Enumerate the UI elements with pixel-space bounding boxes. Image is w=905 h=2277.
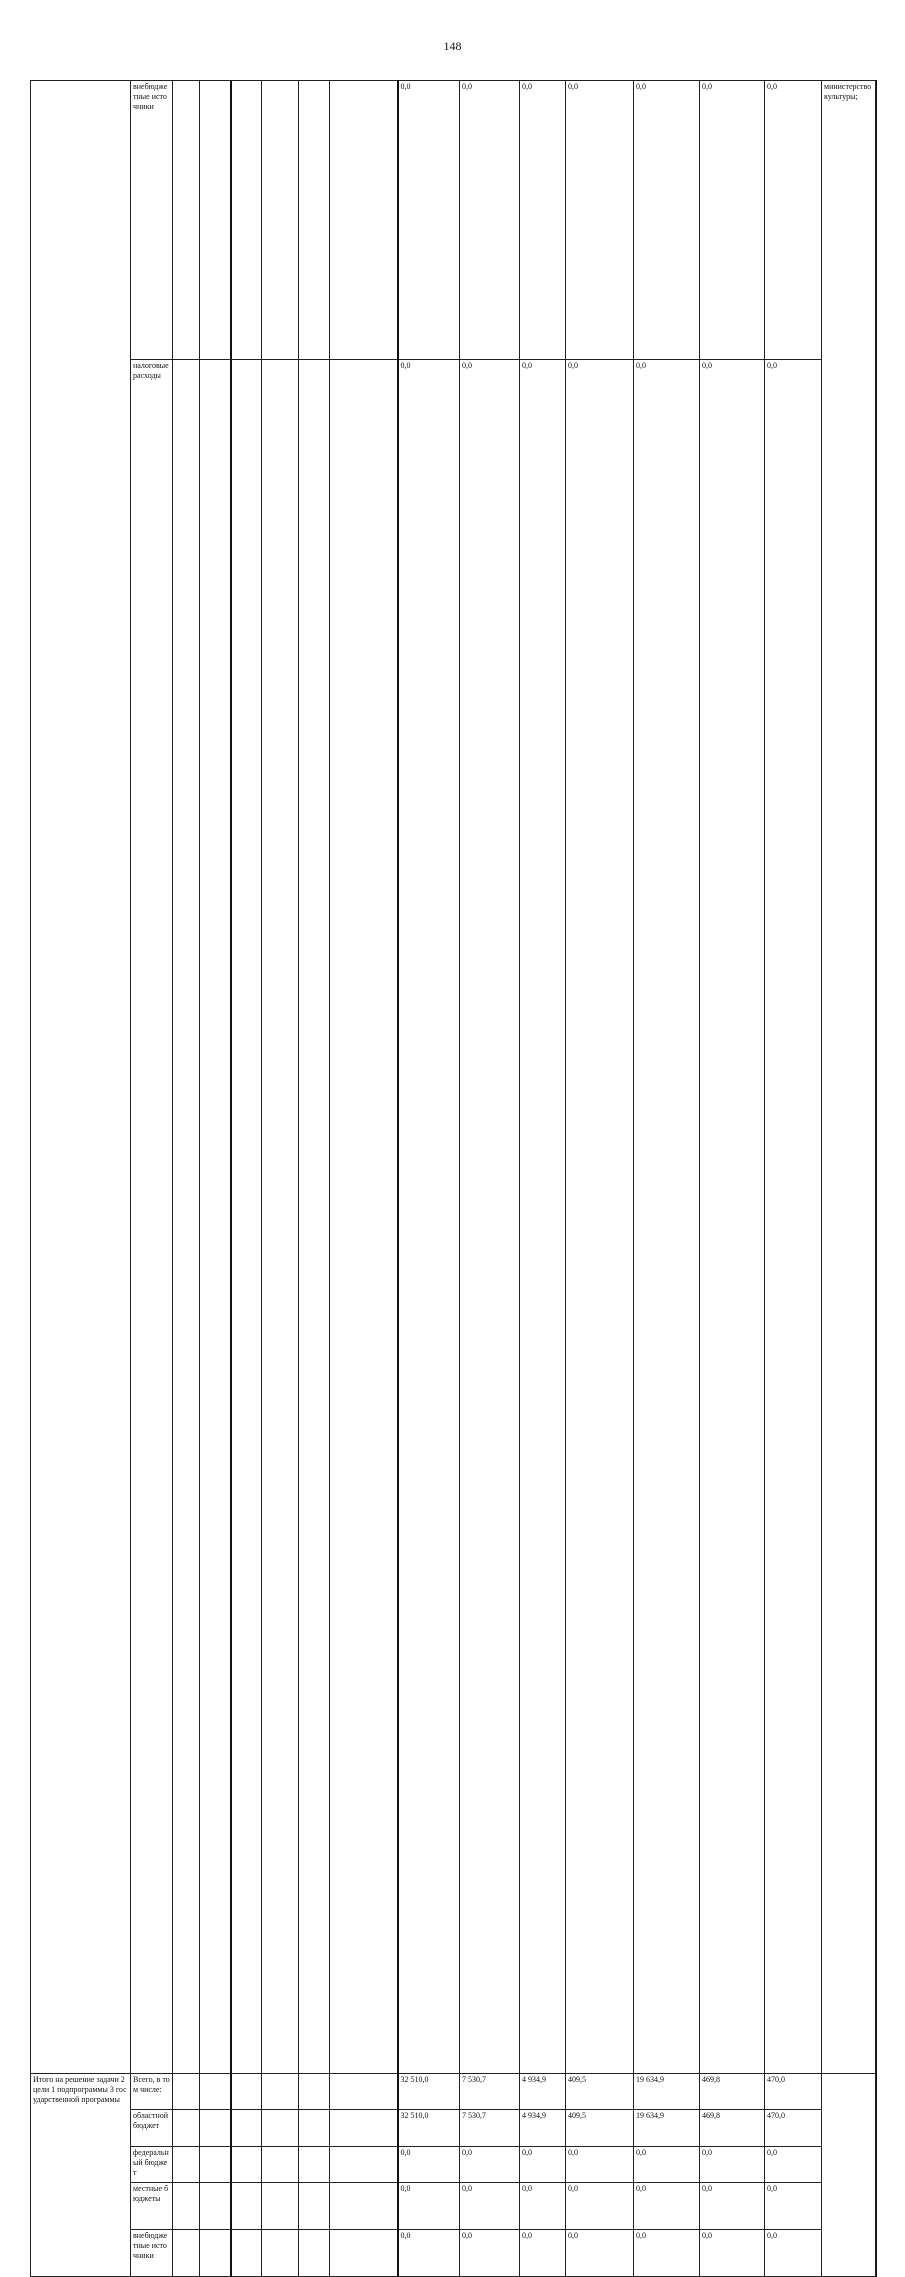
empty-cell [231, 81, 262, 360]
value-cell: 470,0 [765, 2073, 822, 2109]
value-cell: 0,0 [460, 2182, 520, 2229]
value-cell: 0,0 [634, 359, 700, 2073]
empty-cell [200, 81, 231, 360]
value-cell: 0,0 [700, 359, 765, 2073]
value-cell: 0,0 [398, 2146, 460, 2182]
value-cell: 32 510,0 [398, 2109, 460, 2146]
value-cell: 0,0 [700, 2146, 765, 2182]
source-cell: Всего, в том числе: [131, 2073, 173, 2109]
empty-cell [200, 359, 231, 2073]
value-cell: 0,0 [634, 2182, 700, 2229]
empty-cell [231, 2073, 262, 2109]
empty-cell [330, 2146, 398, 2182]
empty-cell [299, 359, 330, 2073]
value-cell: 0,0 [566, 2182, 634, 2229]
table-row [31, 2109, 876, 2146]
value-cell: 0,0 [700, 81, 765, 360]
empty-cell [330, 81, 398, 360]
value-cell: 0,0 [520, 2146, 566, 2182]
empty-cell [200, 2146, 231, 2182]
empty-cell [231, 2229, 262, 2276]
responsible-cell: министерство культуры; [822, 81, 876, 2074]
empty-cell [200, 2229, 231, 2276]
budget-table [30, 80, 876, 2277]
empty-cell [330, 2182, 398, 2229]
empty-cell [299, 2229, 330, 2276]
value-cell: 0,0 [765, 81, 822, 360]
value-cell: 0,0 [398, 2182, 460, 2229]
empty-cell [299, 81, 330, 360]
value-cell: 0,0 [700, 2182, 765, 2229]
value-cell: 0,0 [634, 2146, 700, 2182]
value-cell: 469,8 [700, 2109, 765, 2146]
empty-cell [330, 359, 398, 2073]
value-cell: 0,0 [520, 2182, 566, 2229]
empty-cell [262, 2182, 299, 2229]
value-cell: 0,0 [566, 2229, 634, 2276]
table-row [31, 2146, 876, 2182]
empty-cell [173, 2229, 200, 2276]
empty-cell [231, 359, 262, 2073]
empty-cell [262, 2146, 299, 2182]
empty-cell [299, 2182, 330, 2229]
value-cell: 0,0 [520, 2229, 566, 2276]
value-cell: 409,5 [566, 2073, 634, 2109]
value-cell: 470,0 [765, 2109, 822, 2146]
value-cell: 0,0 [460, 81, 520, 360]
source-cell: областной бюджет [131, 2109, 173, 2146]
empty-cell [330, 2229, 398, 2276]
empty-cell [262, 81, 299, 360]
table-row [31, 359, 876, 2073]
empty-cell [262, 359, 299, 2073]
page-number: 148 [443, 39, 462, 53]
empty-cell [262, 2229, 299, 2276]
empty-label-cell [31, 81, 131, 2074]
value-cell: 0,0 [520, 81, 566, 360]
source-cell: местные бюджеты [131, 2182, 173, 2229]
value-cell: 0,0 [398, 359, 460, 2073]
empty-cell [299, 2109, 330, 2146]
value-cell: 0,0 [460, 2146, 520, 2182]
empty-cell [173, 2109, 200, 2146]
empty-cell [262, 2073, 299, 2109]
value-cell: 0,0 [634, 2229, 700, 2276]
empty-cell [262, 2109, 299, 2146]
empty-cell [231, 2109, 262, 2146]
source-cell: внебюджетные источники [131, 81, 173, 360]
value-cell: 4 934,9 [520, 2109, 566, 2146]
empty-cell [173, 81, 200, 360]
value-cell: 0,0 [520, 359, 566, 2073]
empty-cell [330, 2109, 398, 2146]
value-cell: 469,8 [700, 2073, 765, 2109]
source-cell: федеральный бюджет [131, 2146, 173, 2182]
value-cell: 0,0 [634, 81, 700, 360]
empty-cell [200, 2073, 231, 2109]
empty-cell [173, 2146, 200, 2182]
table-row [31, 2182, 876, 2229]
value-cell: 19 634,9 [634, 2073, 700, 2109]
value-cell: 0,0 [398, 2229, 460, 2276]
value-cell: 7 530,7 [460, 2109, 520, 2146]
value-cell: 0,0 [566, 2146, 634, 2182]
value-cell: 0,0 [460, 2229, 520, 2276]
empty-cell [299, 2073, 330, 2109]
empty-cell [173, 359, 200, 2073]
value-cell: 409,5 [566, 2109, 634, 2146]
value-cell: 7 530,7 [460, 2073, 520, 2109]
empty-responsible-cell [822, 2073, 876, 2276]
value-cell: 0,0 [765, 359, 822, 2073]
table-row [31, 2073, 876, 2109]
total-label-cell: Итого на решение задачи 2 цели 1 подпрограммы 3 государственной программы [31, 2073, 131, 2276]
value-cell: 0,0 [765, 2182, 822, 2229]
value-cell: 0,0 [765, 2229, 822, 2276]
value-cell: 0,0 [398, 81, 460, 360]
value-cell: 0,0 [460, 359, 520, 2073]
empty-cell [231, 2182, 262, 2229]
value-cell: 4 934,9 [520, 2073, 566, 2109]
value-cell: 32 510,0 [398, 2073, 460, 2109]
table-row [31, 2229, 876, 2276]
source-cell: налоговые расходы [131, 359, 173, 2073]
value-cell: 0,0 [566, 359, 634, 2073]
table-row [31, 81, 876, 360]
empty-cell [330, 2073, 398, 2109]
empty-cell [200, 2109, 231, 2146]
source-cell: внебюджетные источники [131, 2229, 173, 2276]
value-cell: 0,0 [765, 2146, 822, 2182]
value-cell: 0,0 [700, 2229, 765, 2276]
empty-cell [200, 2182, 231, 2229]
empty-cell [299, 2146, 330, 2182]
value-cell: 19 634,9 [634, 2109, 700, 2146]
empty-cell [173, 2073, 200, 2109]
empty-cell [231, 2146, 262, 2182]
empty-cell [173, 2182, 200, 2229]
value-cell: 0,0 [566, 81, 634, 360]
